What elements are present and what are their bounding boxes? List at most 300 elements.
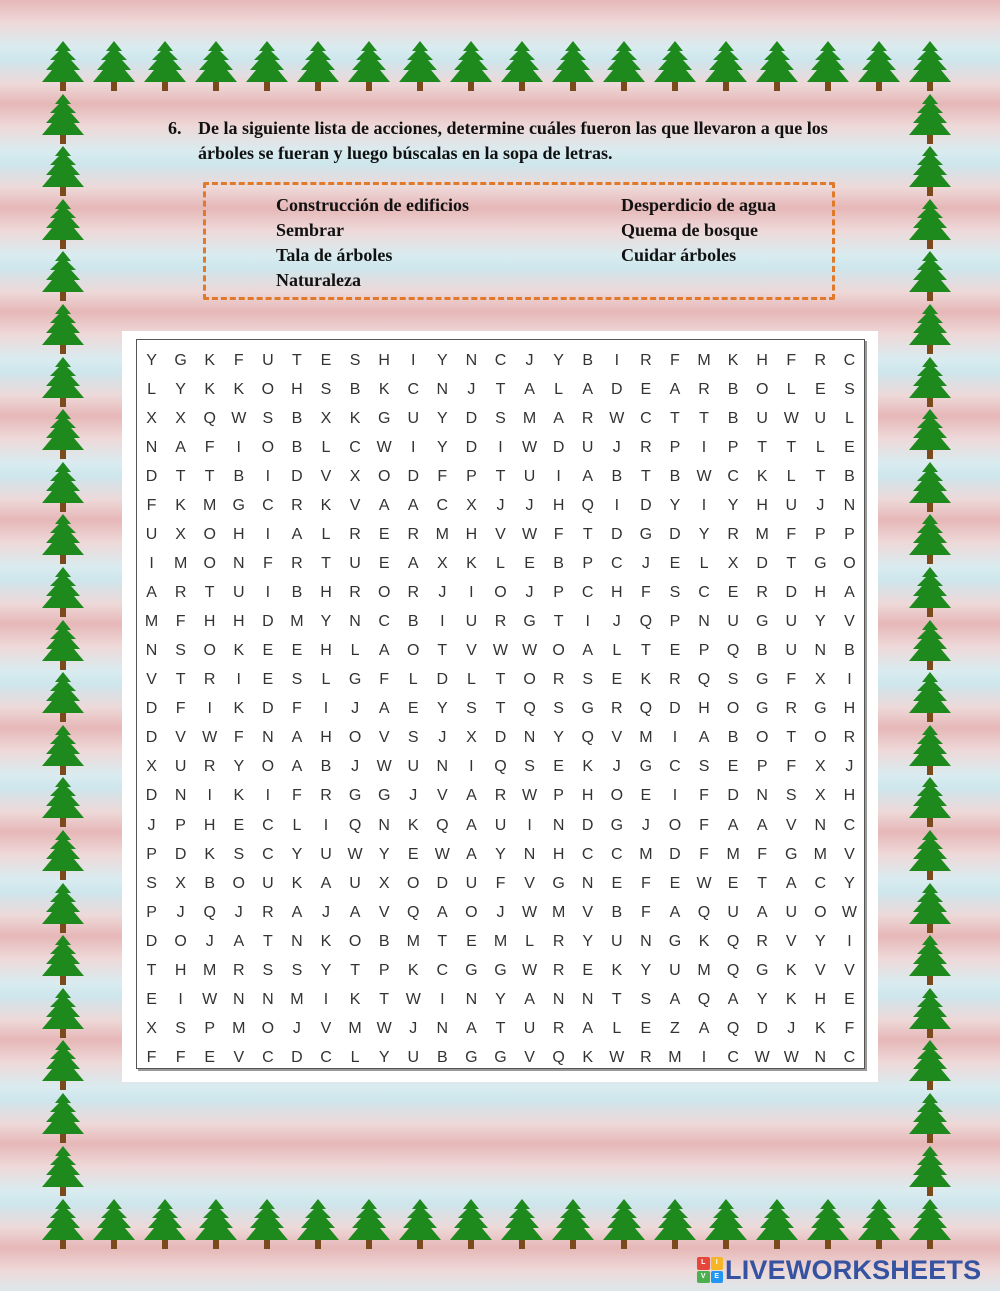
grid-letter[interactable]: K [349,990,361,1008]
grid-letter[interactable]: R [727,526,739,544]
grid-letter[interactable]: K [175,497,186,515]
grid-letter[interactable]: J [612,758,621,776]
grid-letter[interactable]: G [610,816,624,834]
grid-letter[interactable]: G [755,671,769,689]
grid-letter[interactable]: H [320,729,332,747]
grid-letter[interactable]: N [814,816,827,834]
word-search-grid[interactable] [137,346,864,1072]
grid-letter[interactable]: S [524,758,535,776]
grid-letter[interactable]: H [581,787,594,805]
grid-letter[interactable]: U [465,874,478,892]
grid-letter[interactable]: J [612,613,621,631]
grid-letter[interactable]: B [291,439,303,457]
grid-letter[interactable]: C [640,410,652,428]
grid-letter[interactable]: K [407,816,419,834]
grid-letter[interactable]: O [348,932,362,950]
grid-letter[interactable]: A [669,903,681,921]
grid-letter[interactable]: C [494,352,507,369]
grid-letter[interactable]: F [292,787,302,805]
grid-letter[interactable]: L [321,526,331,544]
grid-letter[interactable]: P [582,555,594,573]
grid-letter[interactable]: H [203,816,216,834]
grid-letter[interactable]: U [523,1019,536,1037]
grid-letter[interactable]: D [465,439,478,457]
grid-letter[interactable]: T [350,961,360,979]
grid-letter[interactable]: M [551,903,566,921]
grid-letter[interactable]: P [553,584,564,602]
grid-letter[interactable]: A [466,845,477,863]
grid-letter[interactable]: R [814,352,827,369]
grid-letter[interactable]: E [291,642,303,660]
grid-letter[interactable]: C [581,584,594,602]
grid-letter[interactable]: J [176,903,185,921]
grid-letter[interactable]: W [609,410,625,428]
grid-letter[interactable]: Q [407,903,420,921]
grid-letter[interactable]: A [378,497,390,515]
grid-letter[interactable]: J [438,584,447,602]
grid-letter[interactable]: D [145,468,158,486]
grid-letter[interactable]: U [174,758,187,776]
grid-letter[interactable]: J [409,787,418,805]
grid-letter[interactable]: B [727,410,739,428]
grid-letter[interactable]: A [582,381,594,399]
grid-letter[interactable]: C [378,613,390,631]
grid-letter[interactable]: F [786,526,797,544]
grid-letter[interactable]: T [495,381,506,399]
grid-letter[interactable]: N [232,555,245,573]
grid-letter[interactable]: E [727,874,739,892]
grid-letter[interactable]: D [262,700,274,718]
grid-letter[interactable]: Y [378,845,390,863]
grid-letter[interactable]: H [756,352,768,369]
grid-letter[interactable]: C [581,845,594,863]
grid-letter[interactable]: D [669,845,681,863]
grid-letter[interactable]: O [174,932,187,950]
grid-letter[interactable]: R [407,526,420,544]
grid-letter[interactable]: T [786,555,797,573]
grid-letter[interactable]: C [843,352,856,369]
grid-letter[interactable]: I [614,352,620,369]
grid-letter[interactable]: P [669,439,681,457]
grid-letter[interactable]: M [755,526,769,544]
grid-letter[interactable]: U [756,410,768,428]
grid-letter[interactable]: O [203,555,216,573]
grid-letter[interactable]: L [466,671,476,689]
grid-letter[interactable]: A [175,439,186,457]
grid-letter[interactable]: X [466,729,477,747]
grid-letter[interactable]: C [698,584,710,602]
grid-letter[interactable]: Y [436,410,448,428]
grid-letter[interactable]: I [265,526,271,544]
grid-letter[interactable]: C [727,1048,739,1066]
grid-letter[interactable]: R [552,1019,565,1037]
grid-letter[interactable]: F [640,584,651,602]
grid-letter[interactable]: O [407,642,420,660]
grid-letter[interactable]: K [727,352,739,369]
grid-letter[interactable]: A [524,990,535,1008]
grid-letter[interactable]: R [756,932,768,950]
grid-letter[interactable]: L [321,671,331,689]
grid-letter[interactable]: N [552,816,565,834]
grid-letter[interactable]: I [585,613,590,631]
grid-letter[interactable]: L [786,468,796,486]
grid-letter[interactable]: F [757,845,768,863]
grid-letter[interactable]: R [407,584,420,602]
grid-letter[interactable]: J [438,729,447,747]
grid-letter[interactable]: H [291,381,303,399]
grid-letter[interactable]: A [146,584,157,602]
grid-letter[interactable]: F [553,526,564,544]
grid-letter[interactable]: K [320,497,332,515]
grid-letter[interactable]: W [202,729,218,747]
grid-letter[interactable]: L [408,671,418,689]
grid-letter[interactable]: B [553,555,564,573]
grid-letter[interactable]: T [146,961,157,979]
grid-letter[interactable]: E [407,700,419,718]
grid-letter[interactable]: E [844,990,855,1008]
grid-letter[interactable]: Y [320,961,332,979]
grid-letter[interactable]: W [492,642,509,660]
grid-letter[interactable]: T [757,874,768,892]
grid-letter[interactable]: V [611,729,623,747]
grid-letter[interactable]: P [204,1019,216,1037]
grid-letter[interactable]: Q [494,758,507,776]
grid-letter[interactable]: I [411,439,416,457]
grid-letter[interactable]: P [146,845,157,863]
grid-letter[interactable]: B [204,874,216,892]
grid-letter[interactable]: G [814,555,827,573]
grid-letter[interactable]: M [639,845,653,863]
grid-letter[interactable]: G [494,1048,507,1066]
grid-letter[interactable]: J [496,497,505,515]
grid-letter[interactable]: N [581,990,594,1008]
grid-letter[interactable]: V [495,526,506,544]
grid-letter[interactable]: A [727,990,739,1008]
grid-letter[interactable]: S [407,729,419,747]
grid-letter[interactable]: T [321,555,331,573]
grid-letter[interactable]: A [582,1019,594,1037]
grid-letter[interactable]: G [755,961,769,979]
grid-letter[interactable]: L [554,381,564,399]
grid-letter[interactable]: L [350,642,360,660]
grid-letter[interactable]: O [465,903,478,921]
grid-letter[interactable]: X [146,410,157,428]
grid-letter[interactable]: C [262,816,274,834]
grid-letter[interactable]: U [407,410,420,428]
grid-letter[interactable]: R [552,932,565,950]
grid-letter[interactable]: G [465,1048,478,1066]
grid-letter[interactable]: I [178,990,183,1008]
grid-letter[interactable]: J [292,1019,301,1037]
grid-letter[interactable]: D [727,787,739,805]
grid-letter[interactable]: W [754,1048,770,1066]
grid-letter[interactable]: Y [291,845,303,863]
grid-letter[interactable]: H [552,845,565,863]
grid-letter[interactable]: A [233,932,245,950]
grid-letter[interactable]: C [843,1048,856,1066]
grid-letter[interactable]: R [320,787,332,805]
grid-letter[interactable]: Y [698,526,710,544]
grid-letter[interactable]: U [349,555,361,573]
grid-letter[interactable]: O [610,787,624,805]
grid-letter[interactable]: I [265,584,271,602]
grid-letter[interactable]: F [437,468,448,486]
grid-letter[interactable]: H [232,613,245,631]
grid-letter[interactable]: J [787,1019,796,1037]
grid-letter[interactable]: J [525,497,534,515]
grid-letter[interactable]: K [582,758,594,776]
grid-letter[interactable]: A [378,642,390,660]
grid-letter[interactable]: D [611,381,623,399]
grid-letter[interactable]: N [640,932,652,950]
grid-letter[interactable]: I [265,468,271,486]
grid-letter[interactable]: S [727,671,739,689]
grid-letter[interactable]: D [145,700,158,718]
grid-letter[interactable]: T [757,439,768,457]
grid-letter[interactable]: A [582,642,594,660]
grid-letter[interactable]: R [581,410,594,428]
grid-letter[interactable]: G [377,410,391,428]
grid-letter[interactable]: W [434,845,450,863]
grid-letter[interactable]: H [320,584,332,602]
grid-letter[interactable]: F [146,497,157,515]
grid-letter[interactable]: W [347,845,363,863]
grid-letter[interactable]: X [175,526,186,544]
grid-letter[interactable]: K [233,787,245,805]
grid-letter[interactable]: I [701,1048,707,1066]
grid-letter[interactable]: B [407,613,419,631]
grid-letter[interactable]: X [436,555,448,573]
grid-letter[interactable]: V [844,845,855,863]
grid-letter[interactable]: N [174,787,187,805]
grid-letter[interactable]: E [524,555,535,573]
grid-letter[interactable]: O [814,729,827,747]
grid-letter[interactable]: F [844,1019,855,1037]
grid-letter[interactable]: U [727,903,739,921]
grid-letter[interactable]: A [320,874,332,892]
grid-letter[interactable]: L [321,439,331,457]
grid-letter[interactable]: V [815,961,826,979]
grid-letter[interactable]: I [847,671,852,689]
grid-letter[interactable]: R [640,439,652,457]
grid-letter[interactable]: Y [320,613,332,631]
grid-letter[interactable]: F [786,671,797,689]
grid-letter[interactable]: Y [436,700,448,718]
grid-letter[interactable]: Y [727,497,739,515]
grid-letter[interactable]: Y [582,932,594,950]
grid-letter[interactable]: O [814,903,827,921]
grid-letter[interactable]: N [232,990,245,1008]
grid-letter[interactable]: R [203,671,216,689]
grid-letter[interactable]: G [465,961,478,979]
grid-letter[interactable]: Y [756,990,768,1008]
grid-letter[interactable]: K [204,381,216,399]
grid-letter[interactable]: P [756,758,768,776]
grid-letter[interactable]: X [815,758,826,776]
grid-letter[interactable]: X [815,671,826,689]
grid-letter[interactable]: F [640,903,651,921]
grid-letter[interactable]: M [493,932,508,950]
grid-letter[interactable]: E [233,816,245,834]
grid-letter[interactable]: D [262,613,274,631]
grid-letter[interactable]: Y [553,352,564,369]
grid-letter[interactable]: X [815,787,826,805]
grid-letter[interactable]: G [785,845,798,863]
grid-letter[interactable]: N [436,1019,449,1037]
grid-letter[interactable]: L [815,439,825,457]
grid-letter[interactable]: E [466,932,477,950]
grid-letter[interactable]: N [291,932,303,950]
grid-letter[interactable]: P [727,439,739,457]
grid-letter[interactable]: O [668,816,682,834]
grid-letter[interactable]: J [525,584,534,602]
grid-letter[interactable]: R [349,526,361,544]
grid-letter[interactable]: O [261,381,275,399]
grid-letter[interactable]: F [786,758,797,776]
liveworksheets-logo[interactable] [697,1255,981,1285]
grid-letter[interactable]: T [640,468,651,486]
grid-letter[interactable]: R [843,729,856,747]
grid-letter[interactable]: V [785,932,797,950]
grid-letter[interactable]: G [232,497,245,515]
grid-letter[interactable]: O [377,468,391,486]
grid-letter[interactable]: A [785,874,797,892]
grid-letter[interactable]: W [522,787,538,805]
grid-letter[interactable]: U [581,439,594,457]
grid-letter[interactable]: X [466,497,477,515]
grid-letter[interactable]: X [175,874,186,892]
grid-letter[interactable]: B [378,932,390,950]
grid-letter[interactable]: G [639,526,653,544]
grid-letter[interactable]: F [292,700,302,718]
grid-letter[interactable]: A [669,990,681,1008]
grid-letter[interactable]: S [698,758,710,776]
grid-letter[interactable]: T [437,932,448,950]
grid-letter[interactable]: A [698,1019,710,1037]
grid-letter[interactable]: Q [726,1019,740,1037]
grid-letter[interactable]: W [522,642,538,660]
grid-letter[interactable]: O [552,642,565,660]
grid-letter[interactable]: G [668,932,682,950]
grid-letter[interactable]: U [232,584,245,602]
grid-letter[interactable]: N [523,845,536,863]
grid-letter[interactable]: D [756,1019,768,1037]
grid-letter[interactable]: L [612,642,622,660]
grid-letter[interactable]: E [582,961,594,979]
grid-letter[interactable]: Y [175,381,186,399]
grid-letter[interactable]: I [469,758,474,776]
grid-letter[interactable]: M [203,961,217,979]
grid-letter[interactable]: H [611,584,623,602]
grid-letter[interactable]: S [233,845,245,863]
grid-letter[interactable]: Y [553,729,564,747]
grid-letter[interactable]: G [174,352,187,369]
grid-letter[interactable]: J [409,1019,418,1037]
grid-letter[interactable]: W [783,410,799,428]
grid-letter[interactable]: T [495,700,506,718]
grid-letter[interactable]: G [639,758,653,776]
grid-letter[interactable]: D [291,1048,303,1066]
grid-letter[interactable]: A [844,584,855,602]
grid-letter[interactable]: S [146,874,157,892]
grid-letter[interactable]: T [582,526,593,544]
grid-letter[interactable]: H [756,497,768,515]
grid-letter[interactable]: K [611,961,623,979]
grid-letter[interactable]: C [320,1048,332,1066]
grid-letter[interactable]: M [232,1019,246,1037]
grid-letter[interactable]: T [670,410,680,428]
grid-letter[interactable]: D [407,468,420,486]
grid-letter[interactable]: B [349,381,361,399]
grid-letter[interactable]: I [672,787,678,805]
grid-letter[interactable]: O [843,555,856,573]
grid-letter[interactable]: U [669,961,681,979]
grid-letter[interactable]: T [553,613,564,631]
grid-letter[interactable]: K [291,874,303,892]
grid-letter[interactable]: U [785,613,798,631]
grid-letter[interactable]: J [467,381,476,399]
grid-letter[interactable]: O [232,874,245,892]
grid-letter[interactable]: T [495,1019,506,1037]
grid-letter[interactable]: D [640,497,652,515]
grid-letter[interactable]: A [291,526,303,544]
grid-letter[interactable]: W [405,990,421,1008]
grid-letter[interactable]: N [552,990,565,1008]
grid-letter[interactable]: I [498,439,503,457]
grid-letter[interactable]: E [640,787,652,805]
grid-letter[interactable]: Y [436,352,448,369]
grid-letter[interactable]: C [349,439,361,457]
grid-letter[interactable]: S [175,642,186,660]
grid-letter[interactable]: I [440,613,445,631]
grid-letter[interactable]: H [843,700,856,718]
grid-letter[interactable]: B [233,468,245,486]
grid-letter[interactable]: C [262,497,274,515]
grid-letter[interactable]: I [527,816,532,834]
grid-letter[interactable]: U [320,845,332,863]
grid-letter[interactable]: G [755,700,769,718]
grid-letter[interactable]: E [262,671,274,689]
grid-letter[interactable]: S [175,1019,186,1037]
grid-letter[interactable]: R [640,1048,652,1066]
grid-letter[interactable]: D [494,729,507,747]
grid-letter[interactable]: V [349,497,361,515]
grid-letter[interactable]: M [697,352,711,369]
grid-letter[interactable]: S [320,381,332,399]
grid-letter[interactable]: A [553,410,564,428]
grid-letter[interactable]: T [437,642,448,660]
grid-letter[interactable]: L [147,381,156,399]
grid-letter[interactable]: U [494,816,507,834]
grid-letter[interactable]: K [378,381,390,399]
grid-letter[interactable]: D [785,584,798,602]
grid-letter[interactable]: T [786,729,797,747]
grid-letter[interactable]: W [231,410,247,428]
grid-letter[interactable]: J [351,700,360,718]
grid-letter[interactable]: P [175,816,186,834]
grid-letter[interactable]: A [291,758,303,776]
grid-letter[interactable]: F [379,671,390,689]
grid-letter[interactable]: I [847,932,852,950]
grid-letter[interactable]: Q [436,816,449,834]
grid-letter[interactable]: M [290,613,304,631]
grid-letter[interactable]: R [552,671,565,689]
grid-letter[interactable]: L [844,410,854,428]
grid-letter[interactable]: D [174,845,187,863]
grid-letter[interactable]: A [436,903,448,921]
grid-letter[interactable]: E [669,642,681,660]
grid-letter[interactable]: S [349,352,361,369]
